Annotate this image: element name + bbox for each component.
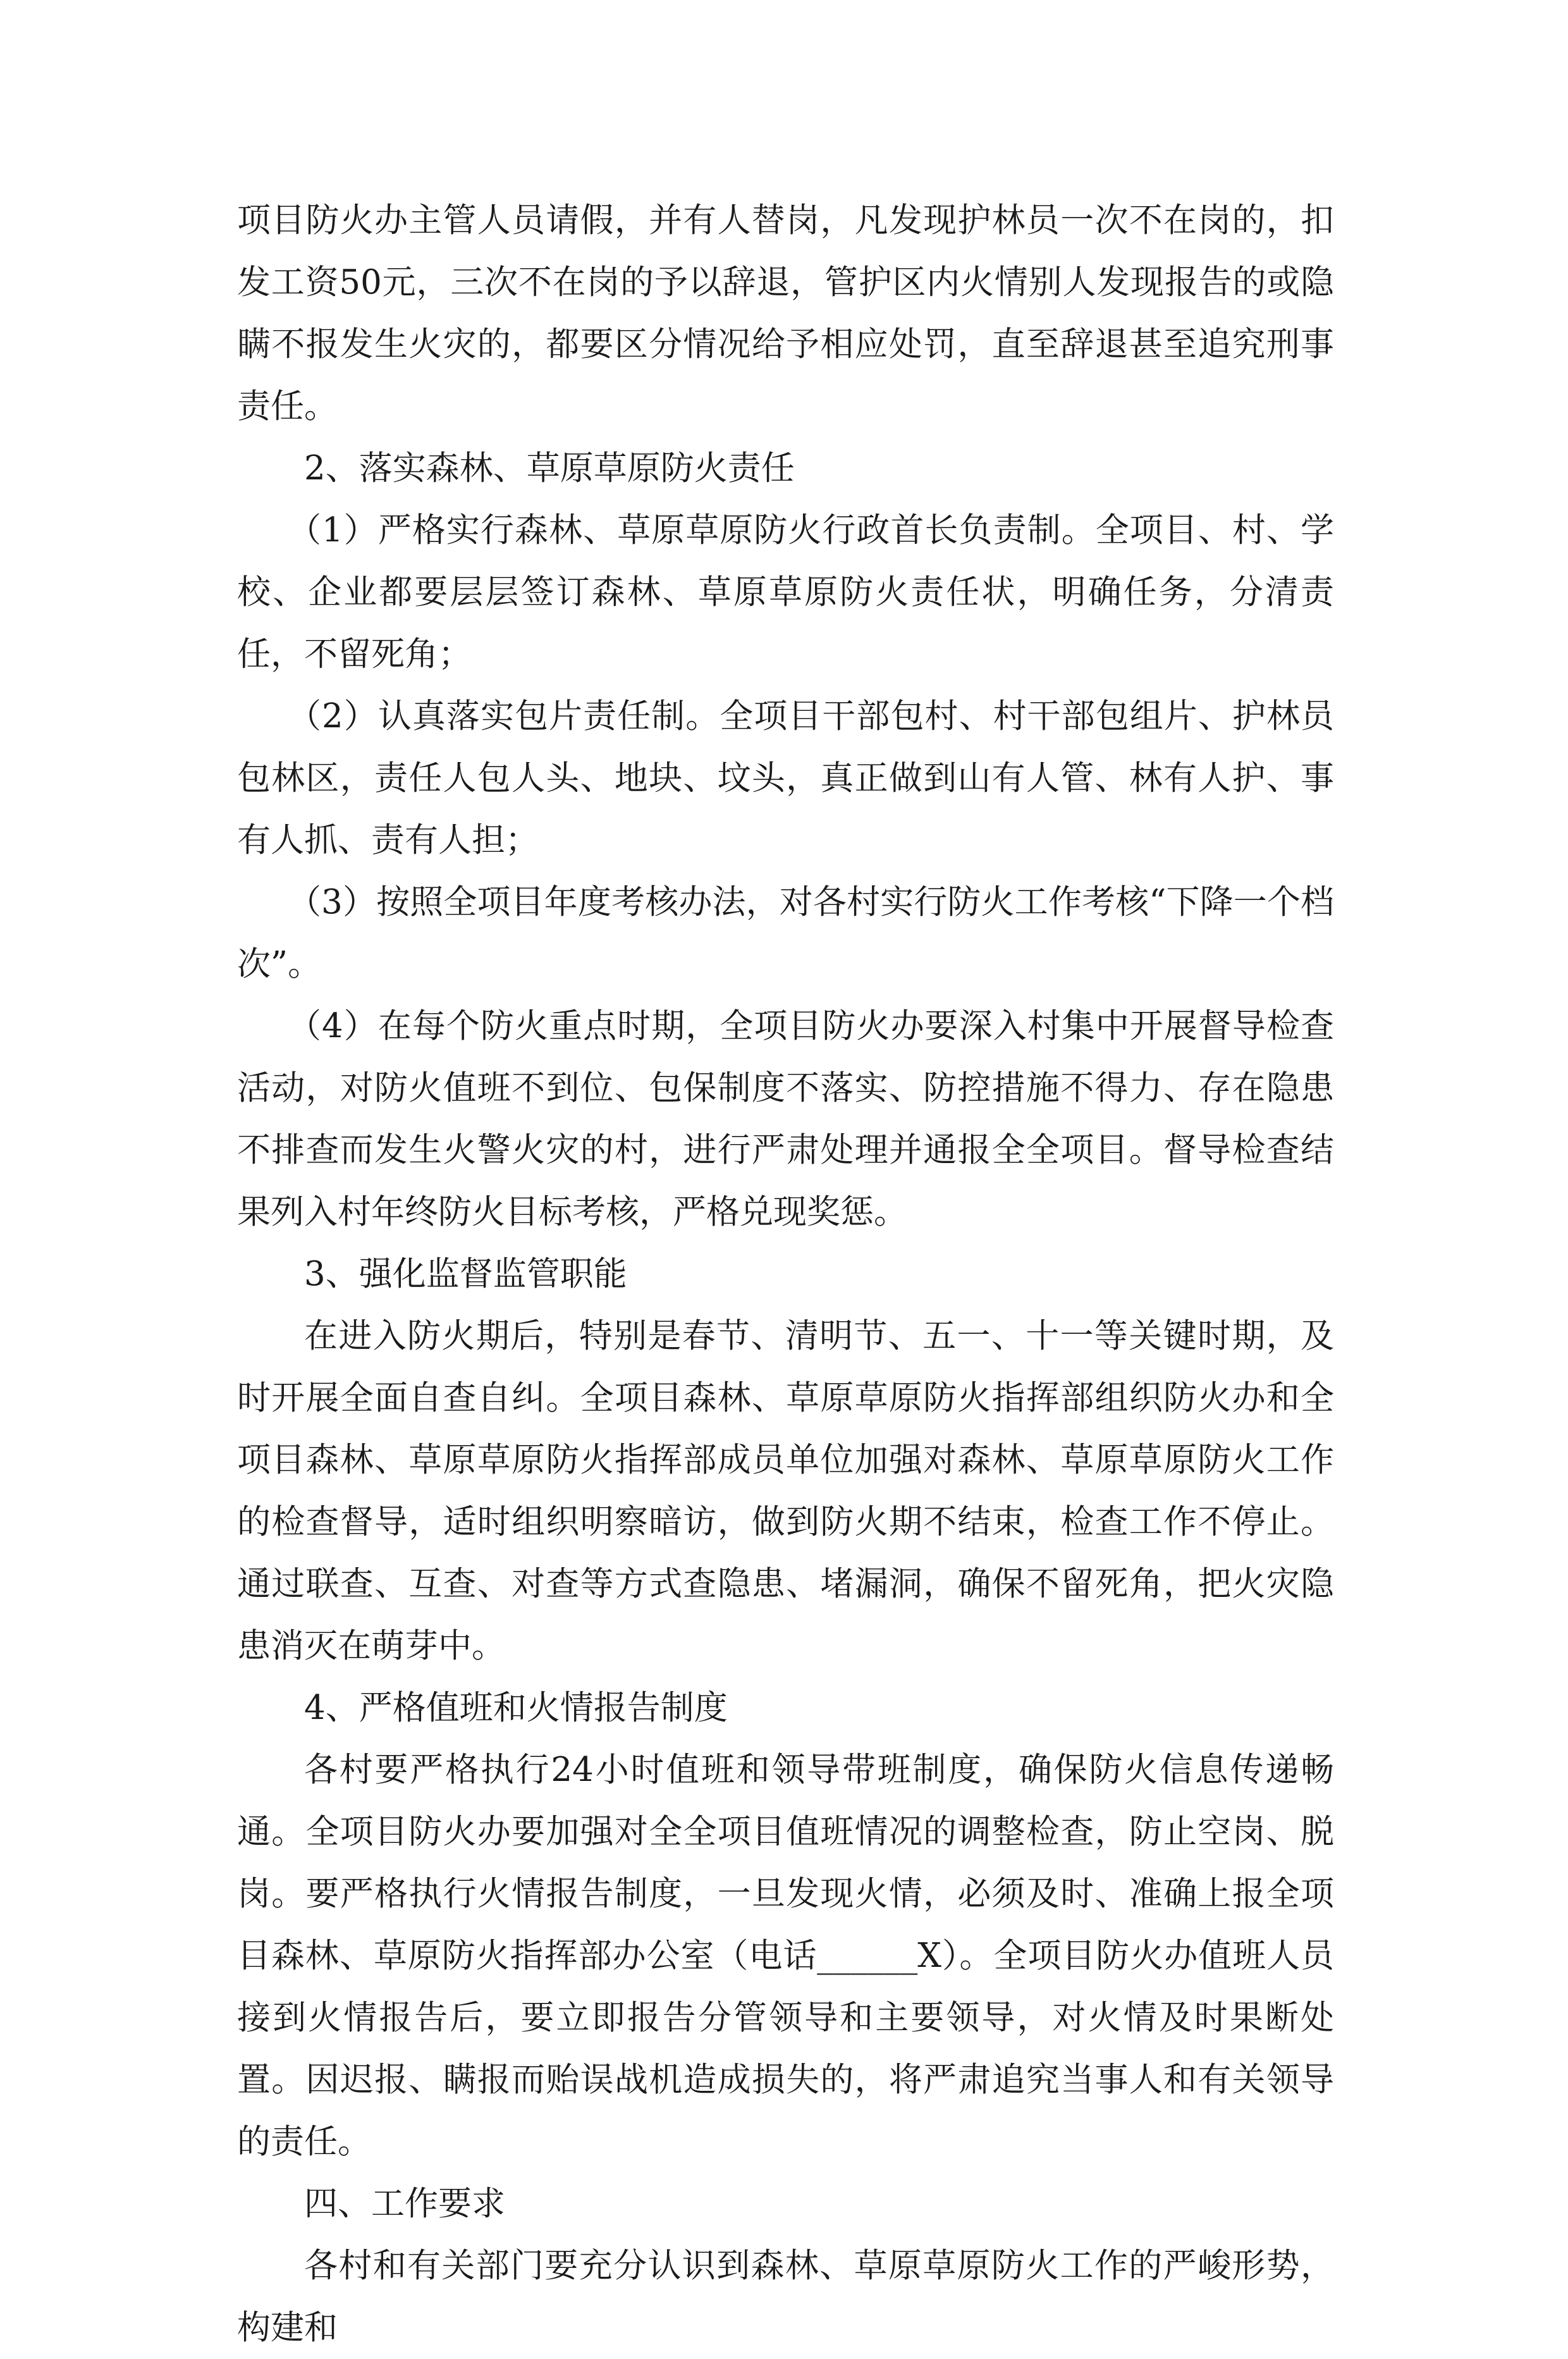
document-body bbox=[237, 190, 1334, 2359]
section-heading-4: 4、严格值班和火情报告制度 bbox=[304, 1689, 728, 1727]
paragraph-item-1: （1）严格实行森林、草原草原防火行政首长负责制。全项目、村、学校、企业都要层层签订森林、草原草原防火责任状，明确任务，分清责任，不留死角； bbox=[237, 511, 1334, 674]
paragraph-supervision: 在进入防火期后，特别是春节、清明节、五一、十一等关键时期，及时开展全面自查自纠。全项目森林、草原草原防火指挥部组织防火办和全项目森林、草原草原防火指挥部成员单位加强对森林、草原草原防火工作的检查督导，适时组织明察暗访，做到防火期不结束，检查工作不停止。通过联查、互查、对查等方式查隐患、堵漏洞，确保不留死角，把火灾隐患消灭在萌芽中。 bbox=[237, 1317, 1334, 1665]
paragraph-work-requirements: 各村和有关部门要充分认识到森林、草原草原防火工作的严峻形势，构建和 bbox=[237, 2246, 1334, 2347]
section-heading-3: 3、强化监督监管职能 bbox=[304, 1255, 627, 1293]
paragraph-item-3: （3）按照全项目年度考核办法，对各村实行防火工作考核“下降一个档次”。 bbox=[237, 883, 1334, 983]
paragraph-duty-reporting: 各村要严格执行24小时值班和领导带班制度，确保防火信息传递畅通。全项目防火办要加强对全全项目值班情况的调整检查，防止空岗、脱岗。要严格执行火情报告制度，一旦发现火情，必须及时、准确上报全项目森林、草原防火指挥部办公室（电话______X）。全项目防火办值班人员接到火情报告后，要立即报告分管领导和主要领导，对火情及时果断处置。因迟报、瞒报而贻误战机造成损失的，将严肃追究当事人和有关领导的责任。 bbox=[237, 1751, 1334, 2161]
section-heading-work-requirements: 四、工作要求 bbox=[304, 2184, 505, 2223]
paragraph-item-4: （4）在每个防火重点时期，全项目防火办要深入村集中开展督导检查活动，对防火值班不到位、包保制度不落实、防控措施不得力、存在隐患不排查而发生火警火灾的村，进行严肃处理并通报全全项目。督导检查结果列入村年终防火目标考核，严格兑现奖惩。 bbox=[237, 1007, 1334, 1231]
paragraph-continuation: 项目防火办主管人员请假，并有人替岗，凡发现护林员一次不在岗的，扣发工资50元，三次不在岗的予以辞退，管护区内火情别人发现报告的或隐瞒不报发生火灾的，都要区分情况给予相应处罚，直至辞退甚至追究刑事责任。 bbox=[237, 201, 1334, 426]
paragraph-item-2: （2）认真落实包片责任制。全项目干部包村、村干部包组片、护林员包林区，责任人包人头、地块、坟头，真正做到山有人管、林有人护、事有人抓、责有人担； bbox=[237, 697, 1334, 859]
section-heading-2: 2、落实森林、草原草原防火责任 bbox=[304, 449, 795, 488]
